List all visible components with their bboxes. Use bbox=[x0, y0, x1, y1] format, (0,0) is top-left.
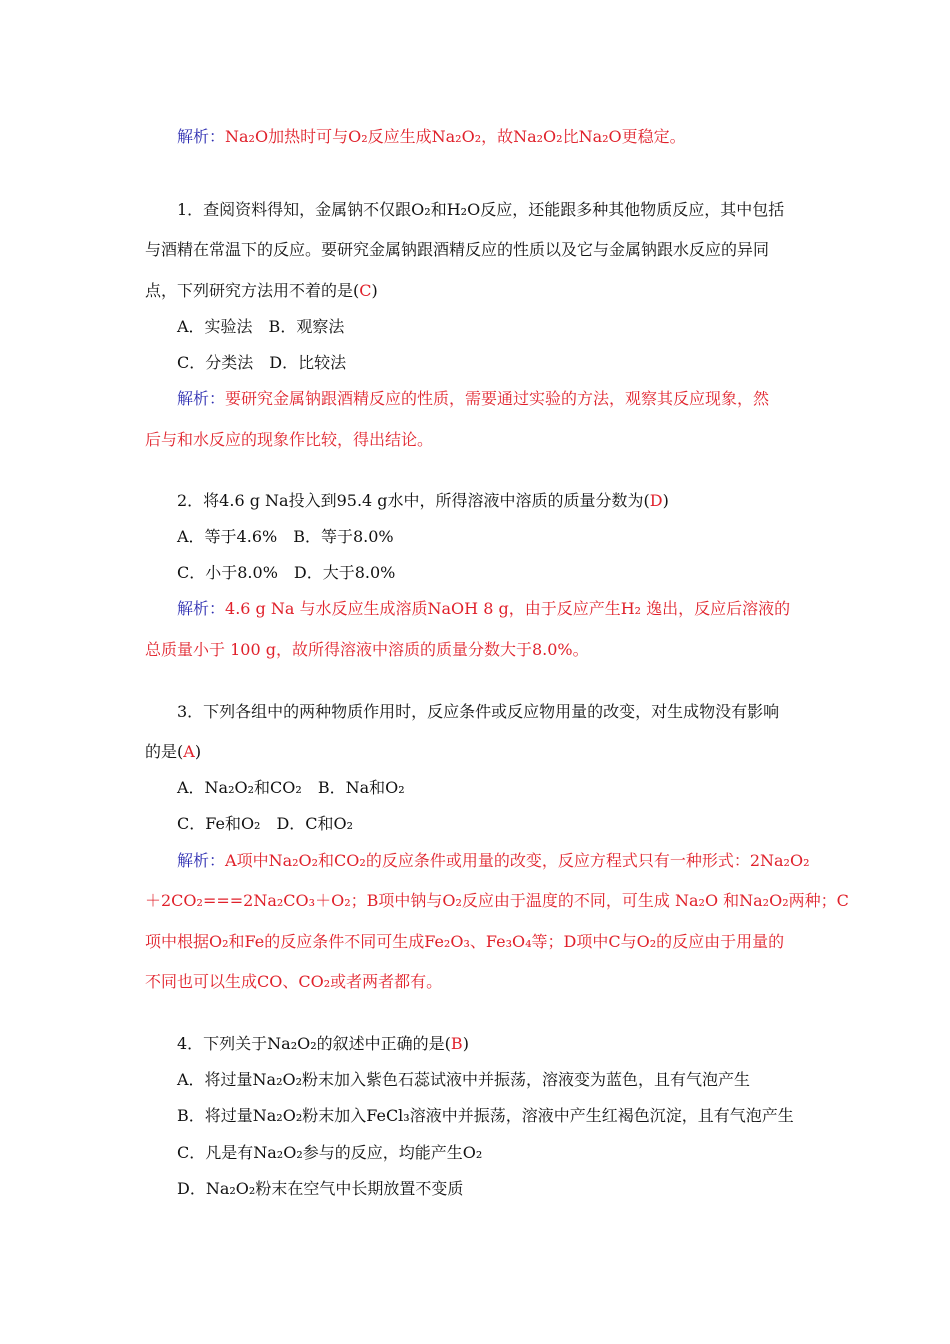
question-2-analysis-line: 总质量小于 100 g，故所得溶液中溶质的质量分数大于8.0%。 bbox=[145, 640, 589, 659]
question-4-option-line: A．将过量Na₂O₂粉末加入紫色石蕊试液中并振荡，溶液变为蓝色，且有气泡产生 bbox=[177, 1070, 751, 1089]
question-3-analysis-line: 不同也可以生成CO、CO₂或者两者都有。 bbox=[145, 972, 443, 991]
answer-letter: A bbox=[183, 742, 195, 761]
analysis-label: 解析： bbox=[177, 127, 226, 146]
question-1-option-line: A．实验法 B．观察法 bbox=[177, 317, 345, 336]
question-1-stem-line-final: 点，下列研究方法用不着的是(C) bbox=[145, 281, 378, 300]
question-4-option-line: C．凡是有Na₂O₂参与的反应，均能产生O₂ bbox=[177, 1143, 483, 1162]
answer-letter: B bbox=[450, 1034, 463, 1053]
question-1-option-line: C．分类法 D．比较法 bbox=[177, 353, 347, 372]
question-4-option-line: B．将过量Na₂O₂粉末加入FeCl₃溶液中并振荡，溶液中产生红褐色沉淀，且有气泡产生 bbox=[177, 1106, 794, 1125]
question-1-analysis-line: 后与和水反应的现象作比较，得出结论。 bbox=[145, 430, 434, 449]
question-3-analysis-line: 项中根据O₂和Fe的反应条件不同可生成Fe₂O₃、Fe₃O₄等；D项中C与O₂的反应由于用量的 bbox=[145, 932, 785, 951]
question-2-option-line: A．等于4.6% B．等于8.0% bbox=[177, 527, 394, 546]
question-1-analysis bbox=[177, 388, 769, 410]
analysis-text: 要研究金属钠跟酒精反应的性质，需要通过实验的方法，观察其反应现象，然 bbox=[225, 389, 770, 408]
analysis-text: Na₂O加热时可与O₂反应生成Na₂O₂，故Na₂O₂比Na₂O更稳定。 bbox=[225, 127, 686, 146]
question-2-analysis bbox=[177, 598, 790, 620]
question-1-stem-line: 与酒精在常温下的反应。要研究金属钠跟酒精反应的性质以及它与金属钠跟水反应的异同 bbox=[145, 240, 770, 259]
question-3-analysis-line: ＋2CO₂===2Na₂CO₃＋O₂；B项中钠与O₂反应由于温度的不同，可生成 Na₂O 和Na₂O₂两种；C bbox=[145, 891, 849, 910]
analysis-text: 4.6 g Na 与水反应生成溶质NaOH 8 g，由于反应产生H₂ 逸出，反应后溶液的 bbox=[225, 599, 791, 618]
question-2-stem-line-final: 2．将4.6 g Na投入到95.4 g水中，所得溶液中溶质的质量分数为(D) bbox=[177, 491, 669, 510]
question-2-option-line: C．小于8.0% D．大于8.0% bbox=[177, 563, 396, 582]
question-3-stem-line-final: 的是(A) bbox=[145, 742, 202, 761]
analysis-label: 解析： bbox=[177, 851, 226, 870]
analysis-label: 解析： bbox=[177, 599, 226, 618]
intro-analysis bbox=[177, 126, 686, 148]
question-3-option-line: A．Na₂O₂和CO₂ B．Na和O₂ bbox=[177, 778, 405, 797]
question-3-stem-line: 3．下列各组中的两种物质作用时，反应条件或反应物用量的改变，对生成物没有影响 bbox=[177, 702, 780, 721]
question-3-option-line: C．Fe和O₂ D．C和O₂ bbox=[177, 814, 354, 833]
question-4-option-line: D．Na₂O₂粉末在空气中长期放置不变质 bbox=[177, 1179, 464, 1198]
question-4-stem-line-final: 4．下列关于Na₂O₂的叙述中正确的是(B) bbox=[177, 1034, 469, 1053]
answer-letter: D bbox=[649, 491, 663, 510]
question-1-stem-line: 1．查阅资料得知，金属钠不仅跟O₂和H₂O反应，还能跟多种其他物质反应，其中包括 bbox=[177, 200, 785, 219]
question-3-analysis bbox=[177, 850, 810, 872]
analysis-text: A项中Na₂O₂和CO₂的反应条件或用量的改变，反应方程式只有一种形式：2Na₂O₂ bbox=[225, 851, 810, 870]
analysis-label: 解析： bbox=[177, 389, 226, 408]
answer-letter: C bbox=[359, 281, 372, 300]
